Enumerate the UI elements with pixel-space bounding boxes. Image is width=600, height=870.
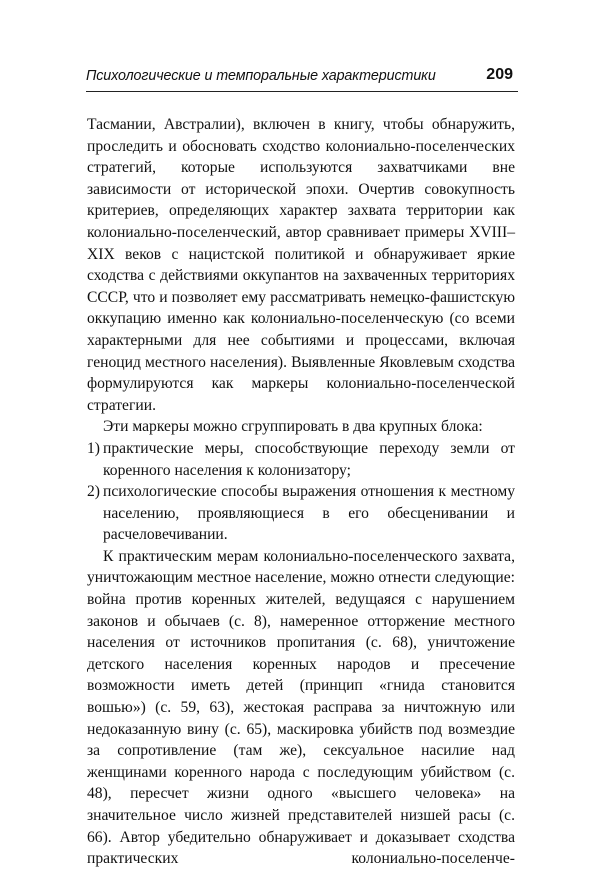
list-item-text: психологические способы выражения отношения к местному населению, проявляющиеся в его обесценивании и расчеловечивании. [103, 483, 515, 544]
paragraph-continuation: Тасмании, Австралии), включен в книгу, чтобы обнаружить, проследить и обосновать сходство колониально-поселенческих стратегий, которые используются захватчиками вне зависимости от исторической эпохи. Очертив совокупность критериев, определяющих характер захвата территории как колониально-поселенческий, автор сравнивает примеры XVIII–XIX веков с нацистской политикой и обнаруживает яркие сходства с действиями оккупантов на захваченных территориях СССР, что и позволяет ему рассматривать немецко-фашистскую оккупацию именно как колониально-поселенческую (со всеми характерными для нее событиями и процессами, включая геноцид местного населения). Выявленные Яковлевым сходства формулируются как маркеры колониально-поселенческой стратегии. [87, 116, 515, 414]
body-text [87, 114, 515, 870]
list-item-text: практические меры, способствующие переходу земли от коренного населения к колонизатору; [103, 439, 515, 479]
paragraph-practical-measures: К практическим мерам колониально-поселенческого захвата, уничтожающим местное население, можно отнести следующие: война против коренных жителей, ведущаяся с нарушением законов и обычаев (с. 8), намеренное отторжение местного населения от источников пропитания (с. 68), уничтожение детского населения коренных народов и пресечение возможности иметь детей (принцип «гнида становится вошью») (с. 59, 63), жестокая расправа за ничтожную или недоказанную вину (с. 65), маскировка убийств под возмездие за сопротивление (там же), сексуальное насилие над женщинами коренного народа с последующим убийством (с. 48), пересчет жизни одного «высшего человека» на значительное число жизней представителей низшей расы (с. 66). Автор убедительно обнаруживает и доказывает сходства практических колониально-поселенче- [87, 547, 515, 868]
page-number: 209 [486, 66, 513, 83]
paragraph-markers-intro: Эти маркеры можно сгруппировать в два крупных блока: [103, 418, 483, 436]
list-item [87, 481, 515, 546]
header-rule [86, 91, 518, 92]
list-item [87, 438, 515, 481]
running-title: Психологические и темпоральные характеристики [86, 68, 436, 84]
list-marker: 1) [87, 439, 100, 457]
list-marker: 2) [87, 483, 100, 501]
running-header [86, 66, 518, 92]
